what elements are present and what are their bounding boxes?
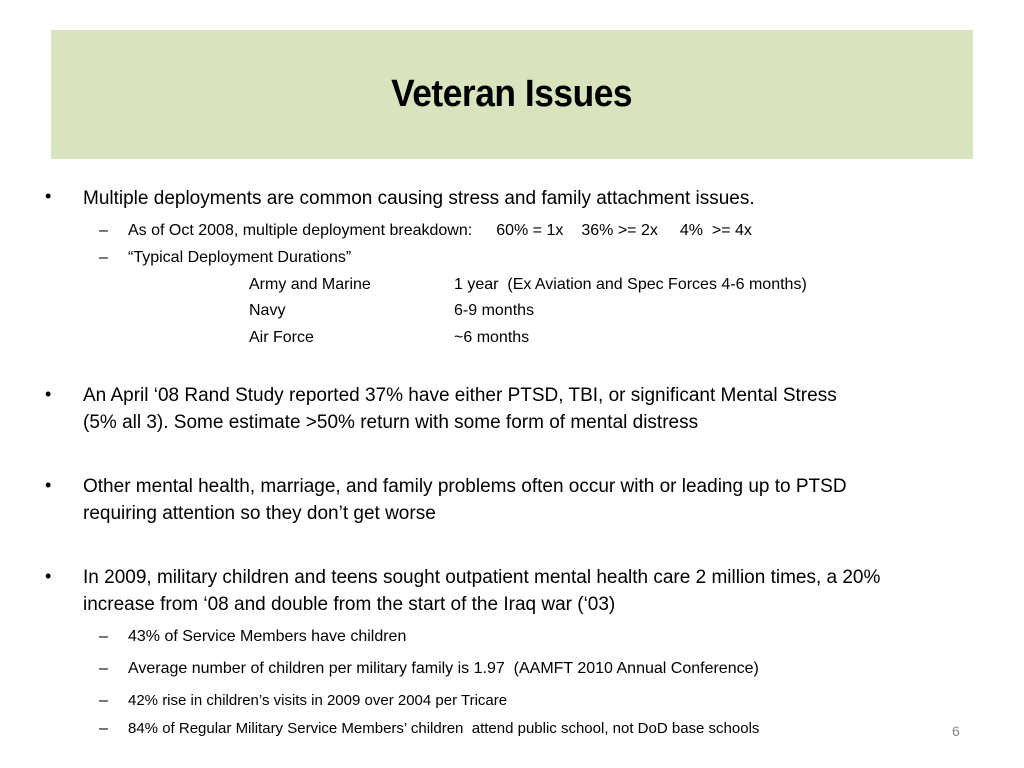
duration-service-airforce: Air Force: [249, 329, 314, 346]
bullet-marker: •: [45, 384, 52, 404]
bullet-2-line-1: An April ‘08 Rand Study reported 37% have either PTSD, TBI, or significant Mental Stress: [83, 385, 837, 406]
sub-bullet-dash: –: [99, 692, 108, 709]
breakdown-value-3: 4% >= 4x: [679, 222, 752, 239]
bullet-4-line-2: increase from ‘08 and double from the start of the Iraq war (‘03): [83, 594, 616, 615]
sub-bullet-dash: –: [99, 222, 108, 239]
duration-value-navy: 6-9 months: [454, 302, 535, 319]
breakdown-value-2: 36% >= 2x: [581, 222, 658, 239]
title-banner: [51, 30, 973, 159]
bullet-4-sub-1: 43% of Service Members have children: [128, 628, 407, 645]
bullet-4-sub-2: Average number of children per military family is 1.97 (AAMFT 2010 Annual Conference): [128, 660, 759, 677]
bullet-1-text: Multiple deployments are common causing stress and family attachment issues.: [83, 188, 755, 209]
breakdown-label: As of Oct 2008, multiple deployment breakdown:: [128, 222, 473, 239]
slide-title: Veteran Issues: [391, 73, 633, 115]
bullet-marker: •: [45, 566, 52, 586]
sub-bullet-dash: –: [99, 720, 108, 737]
sub-bullet-dash: –: [99, 249, 108, 266]
bullet-marker: •: [45, 475, 52, 495]
bullet-marker: •: [45, 186, 52, 206]
bullet-4-line-1: In 2009, military children and teens sought outpatient mental health care 2 million times, a 20%: [83, 567, 881, 588]
typical-durations-heading: “Typical Deployment Durations”: [128, 249, 352, 266]
page-number: 6: [952, 723, 960, 739]
deployment-breakdown: [128, 222, 752, 240]
breakdown-value-1: 60% = 1x: [496, 222, 564, 239]
duration-service-army: Army and Marine: [249, 276, 371, 293]
bullet-3-line-1: Other mental health, marriage, and family problems often occur with or leading up to PTSD: [83, 476, 847, 497]
bullet-4-sub-4: 84% of Regular Military Service Members’ children attend public school, not DoD base schools: [128, 720, 760, 737]
sub-bullet-dash: –: [99, 628, 108, 645]
duration-value-airforce: ~6 months: [454, 329, 530, 346]
duration-service-navy: Navy: [249, 302, 286, 319]
bullet-4-sub-3: 42% rise in children’s visits in 2009 over 2004 per Tricare: [128, 692, 508, 709]
bullet-3-line-2: requiring attention so they don’t get worse: [83, 503, 436, 524]
sub-bullet-dash: –: [99, 660, 108, 677]
bullet-2-line-2: (5% all 3). Some estimate >50% return with some form of mental distress: [83, 412, 699, 433]
duration-value-army: 1 year (Ex Aviation and Spec Forces 4-6 months): [454, 276, 807, 293]
